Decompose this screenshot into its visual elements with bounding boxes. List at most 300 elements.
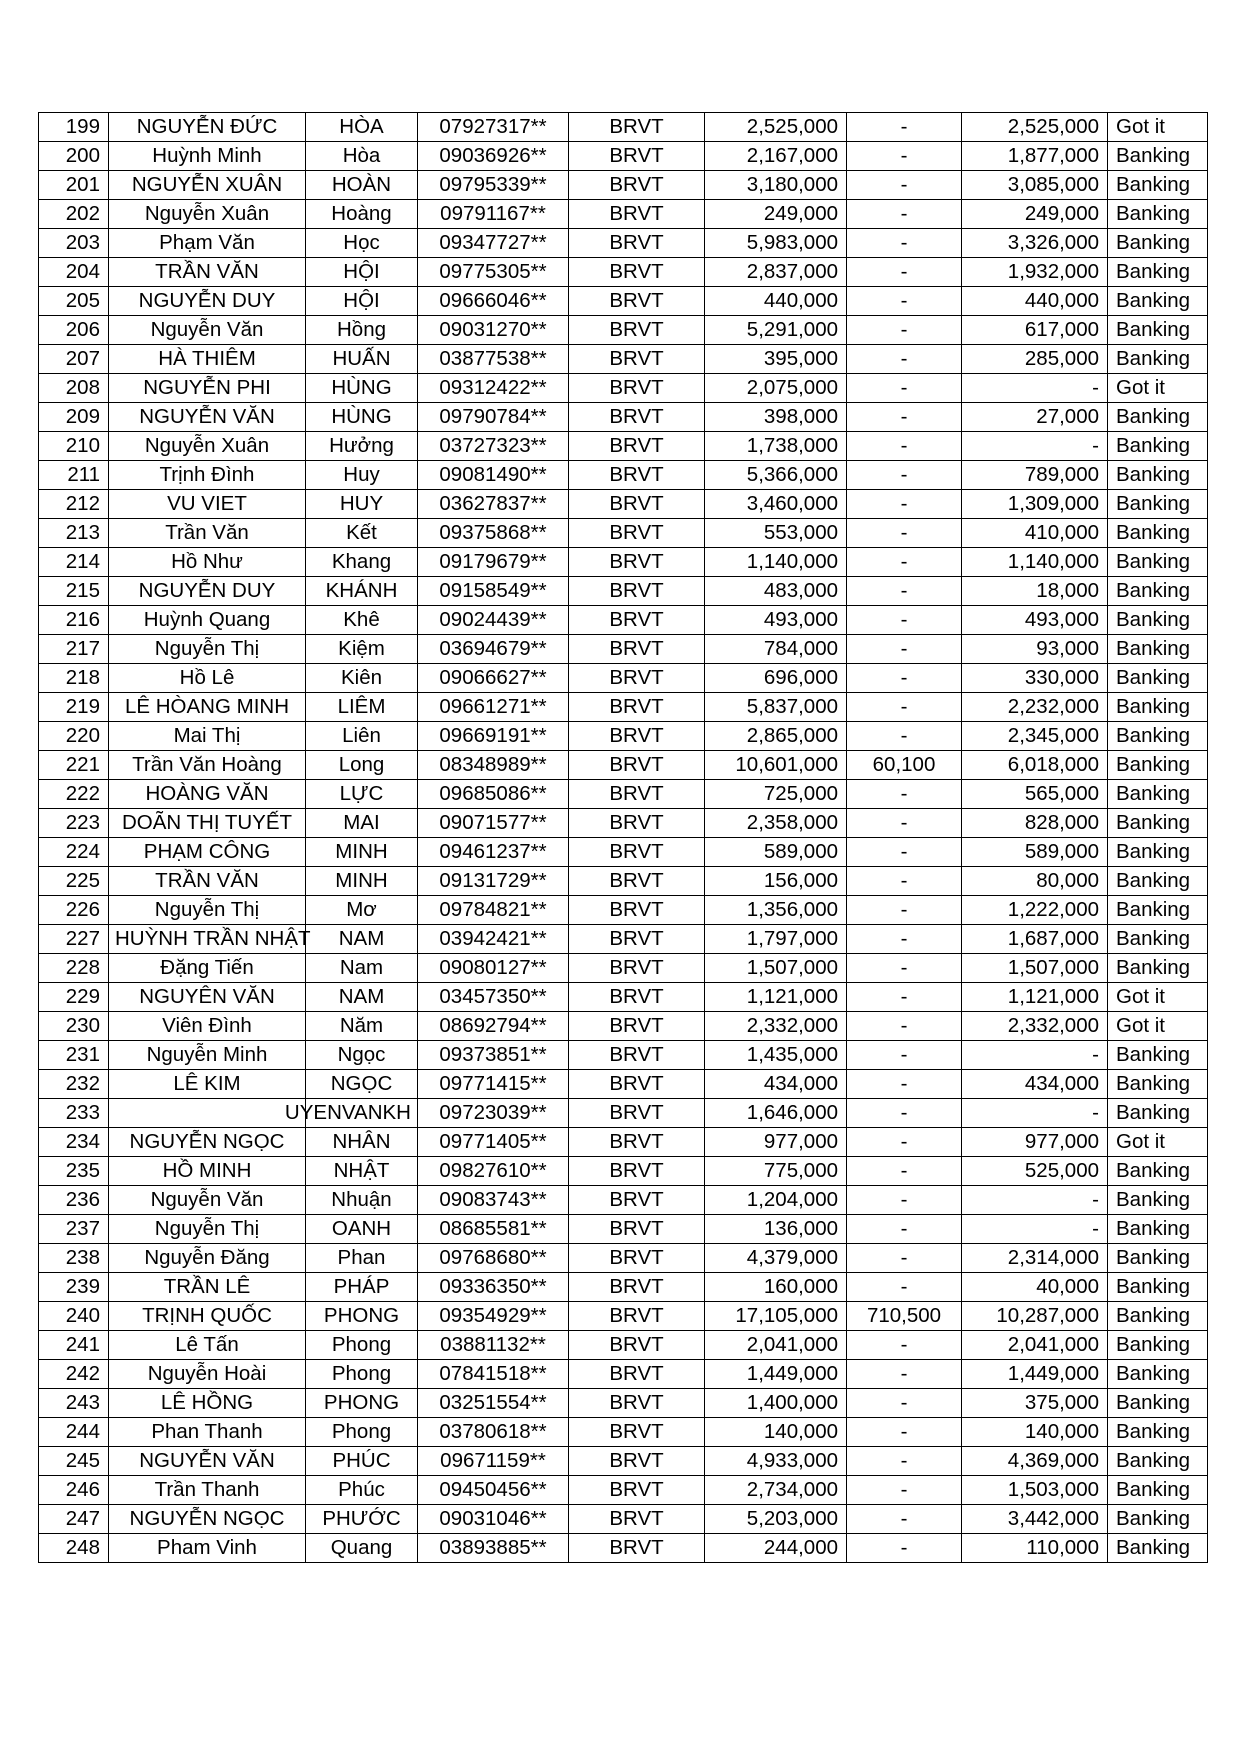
cell-surname-given: HÀ THIÊM: [109, 345, 306, 374]
cell-phone: 08692794**: [418, 1012, 569, 1041]
cell-surname-given: NGUYỄN PHI: [109, 374, 306, 403]
cell-deduction: -: [847, 1447, 962, 1476]
cell-paid-amount: 40,000: [962, 1273, 1108, 1302]
table-row: [39, 1244, 1208, 1273]
cell-total-amount: 2,837,000: [705, 258, 847, 287]
table-row: [39, 113, 1208, 142]
cell-phone: 03942421**: [418, 925, 569, 954]
cell-phone: 09179679**: [418, 548, 569, 577]
cell-province: BRVT: [569, 1070, 705, 1099]
cell-first-name: Kiệm: [306, 635, 418, 664]
cell-surname-given: Nguyễn Minh: [109, 1041, 306, 1070]
cell-method: Banking: [1108, 896, 1208, 925]
cell-surname-given: HUỲNH TRẦN NHẬT: [109, 925, 306, 954]
cell-paid-amount: 1,140,000: [962, 548, 1108, 577]
cell-method: Banking: [1108, 1302, 1208, 1331]
cell-surname-given: NGUYỄN NGỌC: [109, 1128, 306, 1157]
cell-first-name: NGỌC: [306, 1070, 418, 1099]
table-row: [39, 490, 1208, 519]
cell-deduction: -: [847, 229, 962, 258]
cell-total-amount: 1,435,000: [705, 1041, 847, 1070]
cell-first-name: Khang: [306, 548, 418, 577]
cell-province: BRVT: [569, 867, 705, 896]
cell-row-number: 245: [39, 1447, 109, 1476]
cell-paid-amount: 10,287,000: [962, 1302, 1108, 1331]
cell-paid-amount: 565,000: [962, 780, 1108, 809]
cell-paid-amount: 375,000: [962, 1389, 1108, 1418]
cell-row-number: 220: [39, 722, 109, 751]
cell-surname-given: Nguyễn Văn: [109, 1186, 306, 1215]
cell-paid-amount: 1,687,000: [962, 925, 1108, 954]
cell-province: BRVT: [569, 461, 705, 490]
cell-total-amount: 1,449,000: [705, 1360, 847, 1389]
cell-row-number: 221: [39, 751, 109, 780]
cell-row-number: 206: [39, 316, 109, 345]
cell-paid-amount: 1,503,000: [962, 1476, 1108, 1505]
cell-total-amount: 5,203,000: [705, 1505, 847, 1534]
cell-surname-given: NGUYỄN ĐỨC: [109, 113, 306, 142]
cell-first-name: HỘI: [306, 258, 418, 287]
cell-surname-given: TRỊNH QUỐC: [109, 1302, 306, 1331]
cell-province: BRVT: [569, 287, 705, 316]
cell-total-amount: 10,601,000: [705, 751, 847, 780]
cell-method: Banking: [1108, 1505, 1208, 1534]
cell-phone: 09661271**: [418, 693, 569, 722]
cell-paid-amount: -: [962, 1186, 1108, 1215]
cell-province: BRVT: [569, 838, 705, 867]
cell-method: Banking: [1108, 287, 1208, 316]
cell-surname-given: NGUYỄN VĂN: [109, 403, 306, 432]
cell-surname-given: Nguyễn Đăng: [109, 1244, 306, 1273]
cell-phone: 03457350**: [418, 983, 569, 1012]
cell-first-name: Kiên: [306, 664, 418, 693]
cell-surname-given: LÊ HỒNG: [109, 1389, 306, 1418]
cell-first-name: Mơ: [306, 896, 418, 925]
cell-surname-given: PHẠM CÔNG: [109, 838, 306, 867]
cell-total-amount: 2,167,000: [705, 142, 847, 171]
cell-province: BRVT: [569, 722, 705, 751]
cell-deduction: -: [847, 1244, 962, 1273]
table-row: [39, 1157, 1208, 1186]
cell-total-amount: 17,105,000: [705, 1302, 847, 1331]
cell-paid-amount: 1,507,000: [962, 954, 1108, 983]
cell-total-amount: 3,460,000: [705, 490, 847, 519]
cell-paid-amount: 285,000: [962, 345, 1108, 374]
table-row: [39, 1505, 1208, 1534]
cell-row-number: 225: [39, 867, 109, 896]
cell-row-number: 218: [39, 664, 109, 693]
cell-phone: 09768680**: [418, 1244, 569, 1273]
cell-first-name: Phan: [306, 1244, 418, 1273]
cell-total-amount: 160,000: [705, 1273, 847, 1302]
table-row: [39, 1302, 1208, 1331]
cell-province: BRVT: [569, 1360, 705, 1389]
cell-total-amount: 2,332,000: [705, 1012, 847, 1041]
cell-province: BRVT: [569, 1041, 705, 1070]
cell-total-amount: 2,075,000: [705, 374, 847, 403]
cell-paid-amount: 617,000: [962, 316, 1108, 345]
cell-method: Banking: [1108, 316, 1208, 345]
cell-province: BRVT: [569, 490, 705, 519]
cell-row-number: 204: [39, 258, 109, 287]
cell-province: BRVT: [569, 1157, 705, 1186]
cell-deduction: -: [847, 142, 962, 171]
table-row: [39, 1215, 1208, 1244]
cell-deduction: -: [847, 200, 962, 229]
cell-phone: 03881132**: [418, 1331, 569, 1360]
cell-phone: 09081490**: [418, 461, 569, 490]
cell-total-amount: 5,837,000: [705, 693, 847, 722]
cell-first-name: MINH: [306, 867, 418, 896]
cell-surname-given: LÊ KIM: [109, 1070, 306, 1099]
table-row: [39, 722, 1208, 751]
cell-total-amount: 1,400,000: [705, 1389, 847, 1418]
cell-row-number: 207: [39, 345, 109, 374]
cell-deduction: -: [847, 1389, 962, 1418]
cell-method: Banking: [1108, 1186, 1208, 1215]
cell-method: Banking: [1108, 925, 1208, 954]
table-row: [39, 200, 1208, 229]
cell-row-number: 230: [39, 1012, 109, 1041]
cell-method: Banking: [1108, 1099, 1208, 1128]
cell-method: Banking: [1108, 1215, 1208, 1244]
table-row: [39, 1186, 1208, 1215]
cell-surname-given: Nguyễn Hoài: [109, 1360, 306, 1389]
cell-deduction: -: [847, 1012, 962, 1041]
cell-phone: 09771405**: [418, 1128, 569, 1157]
cell-method: Banking: [1108, 229, 1208, 258]
cell-deduction: -: [847, 1534, 962, 1563]
cell-surname-given: Lê Tấn: [109, 1331, 306, 1360]
cell-phone: 09790784**: [418, 403, 569, 432]
cell-total-amount: 2,734,000: [705, 1476, 847, 1505]
cell-deduction: -: [847, 1331, 962, 1360]
cell-paid-amount: 4,369,000: [962, 1447, 1108, 1476]
cell-first-name: PHONG: [306, 1389, 418, 1418]
cell-deduction: -: [847, 635, 962, 664]
cell-method: Banking: [1108, 548, 1208, 577]
cell-phone: 09827610**: [418, 1157, 569, 1186]
cell-province: BRVT: [569, 316, 705, 345]
cell-first-name: MAI: [306, 809, 418, 838]
cell-method: Banking: [1108, 171, 1208, 200]
cell-first-name: MINH: [306, 838, 418, 867]
cell-province: BRVT: [569, 345, 705, 374]
cell-method: Banking: [1108, 722, 1208, 751]
cell-row-number: 214: [39, 548, 109, 577]
cell-phone: 03727323**: [418, 432, 569, 461]
cell-province: BRVT: [569, 664, 705, 693]
cell-phone: 07841518**: [418, 1360, 569, 1389]
cell-province: BRVT: [569, 925, 705, 954]
cell-first-name: Quang: [306, 1534, 418, 1563]
cell-phone: 09775305**: [418, 258, 569, 287]
cell-method: Banking: [1108, 867, 1208, 896]
cell-method: Banking: [1108, 1389, 1208, 1418]
cell-total-amount: 1,356,000: [705, 896, 847, 925]
cell-deduction: -: [847, 519, 962, 548]
cell-first-name: Hồng: [306, 316, 418, 345]
cell-method: Banking: [1108, 1041, 1208, 1070]
cell-row-number: 215: [39, 577, 109, 606]
cell-first-name: Phúc: [306, 1476, 418, 1505]
cell-paid-amount: 2,314,000: [962, 1244, 1108, 1273]
cell-deduction: -: [847, 1186, 962, 1215]
table-row: [39, 229, 1208, 258]
cell-deduction: -: [847, 1476, 962, 1505]
cell-deduction: -: [847, 461, 962, 490]
cell-paid-amount: 2,332,000: [962, 1012, 1108, 1041]
cell-phone: 09461237**: [418, 838, 569, 867]
cell-surname-given: NGUYÊN VĂN: [109, 983, 306, 1012]
cell-method: Got it: [1108, 113, 1208, 142]
cell-surname-given: Nguyễn Thị: [109, 1215, 306, 1244]
cell-deduction: -: [847, 606, 962, 635]
cell-row-number: 228: [39, 954, 109, 983]
cell-row-number: 244: [39, 1418, 109, 1447]
cell-method: Banking: [1108, 1534, 1208, 1563]
cell-paid-amount: -: [962, 1099, 1108, 1128]
cell-province: BRVT: [569, 171, 705, 200]
cell-surname-given: Nguyễn Xuân: [109, 200, 306, 229]
cell-surname-given: Trần Văn: [109, 519, 306, 548]
cell-deduction: -: [847, 1418, 962, 1447]
cell-phone: 07927317**: [418, 113, 569, 142]
cell-surname-given: TRẦN VĂN: [109, 867, 306, 896]
cell-method: Banking: [1108, 142, 1208, 171]
cell-surname-given: Trần Văn Hoàng: [109, 751, 306, 780]
table-row: [39, 461, 1208, 490]
cell-phone: 09723039**: [418, 1099, 569, 1128]
cell-paid-amount: 2,041,000: [962, 1331, 1108, 1360]
cell-paid-amount: 249,000: [962, 200, 1108, 229]
cell-phone: 09354929**: [418, 1302, 569, 1331]
cell-surname-given: HỒ MINH: [109, 1157, 306, 1186]
cell-row-number: 199: [39, 113, 109, 142]
cell-method: Banking: [1108, 200, 1208, 229]
cell-surname-given: Nguyễn Thị: [109, 896, 306, 925]
cell-province: BRVT: [569, 403, 705, 432]
cell-total-amount: 2,041,000: [705, 1331, 847, 1360]
cell-paid-amount: 140,000: [962, 1418, 1108, 1447]
cell-total-amount: 5,366,000: [705, 461, 847, 490]
cell-province: BRVT: [569, 374, 705, 403]
cell-paid-amount: 3,442,000: [962, 1505, 1108, 1534]
cell-surname-given: NGUYỄN DUY: [109, 577, 306, 606]
cell-deduction: -: [847, 954, 962, 983]
cell-paid-amount: 977,000: [962, 1128, 1108, 1157]
cell-phone: 09031270**: [418, 316, 569, 345]
cell-deduction: -: [847, 1360, 962, 1389]
cell-row-number: 227: [39, 925, 109, 954]
cell-first-name: Huy: [306, 461, 418, 490]
cell-row-number: 233: [39, 1099, 109, 1128]
table-row: [39, 1128, 1208, 1157]
cell-first-name: Long: [306, 751, 418, 780]
cell-total-amount: 589,000: [705, 838, 847, 867]
cell-row-number: 243: [39, 1389, 109, 1418]
cell-province: BRVT: [569, 1099, 705, 1128]
table-row: [39, 1012, 1208, 1041]
cell-row-number: 234: [39, 1128, 109, 1157]
cell-total-amount: 140,000: [705, 1418, 847, 1447]
table-row: [39, 1476, 1208, 1505]
cell-surname-given: Pham Vinh: [109, 1534, 306, 1563]
cell-first-name: Phong: [306, 1331, 418, 1360]
cell-row-number: 248: [39, 1534, 109, 1563]
cell-surname-given: NGUYỄN DUY: [109, 287, 306, 316]
cell-first-name: KHÁNH: [306, 577, 418, 606]
cell-province: BRVT: [569, 200, 705, 229]
cell-surname-given: [109, 1099, 306, 1128]
cell-paid-amount: -: [962, 432, 1108, 461]
table-row: [39, 693, 1208, 722]
cell-deduction: -: [847, 693, 962, 722]
cell-paid-amount: 2,232,000: [962, 693, 1108, 722]
cell-first-name: HUẤN: [306, 345, 418, 374]
table-row: [39, 1360, 1208, 1389]
table-row: [39, 780, 1208, 809]
cell-deduction: -: [847, 316, 962, 345]
table-row: [39, 403, 1208, 432]
cell-deduction: -: [847, 722, 962, 751]
cell-row-number: 211: [39, 461, 109, 490]
table-row: [39, 664, 1208, 693]
cell-paid-amount: 440,000: [962, 287, 1108, 316]
cell-phone: 09083743**: [418, 1186, 569, 1215]
cell-province: BRVT: [569, 954, 705, 983]
cell-province: BRVT: [569, 1447, 705, 1476]
cell-first-name: LIÊM: [306, 693, 418, 722]
cell-method: Banking: [1108, 954, 1208, 983]
cell-total-amount: 1,204,000: [705, 1186, 847, 1215]
cell-first-name: Kết: [306, 519, 418, 548]
cell-total-amount: 977,000: [705, 1128, 847, 1157]
cell-province: BRVT: [569, 1012, 705, 1041]
cell-total-amount: 156,000: [705, 867, 847, 896]
cell-paid-amount: 110,000: [962, 1534, 1108, 1563]
cell-method: Banking: [1108, 1070, 1208, 1099]
cell-province: BRVT: [569, 693, 705, 722]
cell-province: BRVT: [569, 1331, 705, 1360]
cell-method: Banking: [1108, 258, 1208, 287]
cell-phone: 09071577**: [418, 809, 569, 838]
cell-deduction: 60,100: [847, 751, 962, 780]
cell-row-number: 240: [39, 1302, 109, 1331]
cell-method: Banking: [1108, 1418, 1208, 1447]
cell-phone: 09671159**: [418, 1447, 569, 1476]
table-row: [39, 142, 1208, 171]
cell-method: Got it: [1108, 374, 1208, 403]
cell-first-name: PHÁP: [306, 1273, 418, 1302]
cell-total-amount: 398,000: [705, 403, 847, 432]
cell-first-name: HÙNG: [306, 374, 418, 403]
cell-deduction: -: [847, 983, 962, 1012]
cell-deduction: -: [847, 577, 962, 606]
cell-method: Banking: [1108, 606, 1208, 635]
cell-row-number: 235: [39, 1157, 109, 1186]
cell-province: BRVT: [569, 983, 705, 1012]
cell-first-name: HOÀN: [306, 171, 418, 200]
cell-paid-amount: 27,000: [962, 403, 1108, 432]
cell-first-name: UYENVANKH: [306, 1099, 418, 1128]
cell-row-number: 209: [39, 403, 109, 432]
cell-row-number: 229: [39, 983, 109, 1012]
cell-deduction: -: [847, 925, 962, 954]
cell-surname-given: Phan Thanh: [109, 1418, 306, 1447]
cell-phone: 09031046**: [418, 1505, 569, 1534]
cell-province: BRVT: [569, 1476, 705, 1505]
cell-first-name: Hoàng: [306, 200, 418, 229]
cell-surname-given: Trần Thanh: [109, 1476, 306, 1505]
cell-method: Banking: [1108, 490, 1208, 519]
cell-province: BRVT: [569, 258, 705, 287]
cell-phone: 03694679**: [418, 635, 569, 664]
cell-paid-amount: 3,326,000: [962, 229, 1108, 258]
table-row: [39, 1534, 1208, 1563]
cell-first-name: NAM: [306, 925, 418, 954]
cell-phone: 09347727**: [418, 229, 569, 258]
cell-province: BRVT: [569, 780, 705, 809]
cell-province: BRVT: [569, 1534, 705, 1563]
cell-total-amount: 5,983,000: [705, 229, 847, 258]
cell-paid-amount: 2,525,000: [962, 113, 1108, 142]
cell-total-amount: 434,000: [705, 1070, 847, 1099]
cell-paid-amount: 18,000: [962, 577, 1108, 606]
cell-province: BRVT: [569, 519, 705, 548]
table-row: [39, 1389, 1208, 1418]
cell-method: Banking: [1108, 809, 1208, 838]
cell-row-number: 212: [39, 490, 109, 519]
table-row: [39, 983, 1208, 1012]
cell-deduction: -: [847, 403, 962, 432]
cell-province: BRVT: [569, 1244, 705, 1273]
cell-paid-amount: 1,449,000: [962, 1360, 1108, 1389]
cell-total-amount: 493,000: [705, 606, 847, 635]
cell-first-name: Khê: [306, 606, 418, 635]
cell-deduction: -: [847, 287, 962, 316]
cell-phone: 09336350**: [418, 1273, 569, 1302]
cell-surname-given: HOÀNG VĂN: [109, 780, 306, 809]
cell-phone: 09158549**: [418, 577, 569, 606]
cell-paid-amount: 589,000: [962, 838, 1108, 867]
cell-total-amount: 483,000: [705, 577, 847, 606]
cell-row-number: 238: [39, 1244, 109, 1273]
cell-deduction: -: [847, 548, 962, 577]
cell-first-name: Phong: [306, 1360, 418, 1389]
cell-deduction: -: [847, 1157, 962, 1186]
cell-paid-amount: 789,000: [962, 461, 1108, 490]
table-row: [39, 432, 1208, 461]
cell-paid-amount: 1,309,000: [962, 490, 1108, 519]
cell-total-amount: 1,797,000: [705, 925, 847, 954]
cell-paid-amount: 330,000: [962, 664, 1108, 693]
cell-first-name: Phong: [306, 1418, 418, 1447]
cell-deduction: -: [847, 1070, 962, 1099]
cell-row-number: 242: [39, 1360, 109, 1389]
cell-surname-given: TRẦN VĂN: [109, 258, 306, 287]
table-row: [39, 519, 1208, 548]
cell-total-amount: 1,140,000: [705, 548, 847, 577]
cell-first-name: PHƯỚC: [306, 1505, 418, 1534]
cell-first-name: Ngọc: [306, 1041, 418, 1070]
table-row: [39, 1099, 1208, 1128]
cell-first-name: NHẬT: [306, 1157, 418, 1186]
cell-row-number: 201: [39, 171, 109, 200]
cell-paid-amount: 1,222,000: [962, 896, 1108, 925]
cell-first-name: Nhuận: [306, 1186, 418, 1215]
cell-province: BRVT: [569, 606, 705, 635]
